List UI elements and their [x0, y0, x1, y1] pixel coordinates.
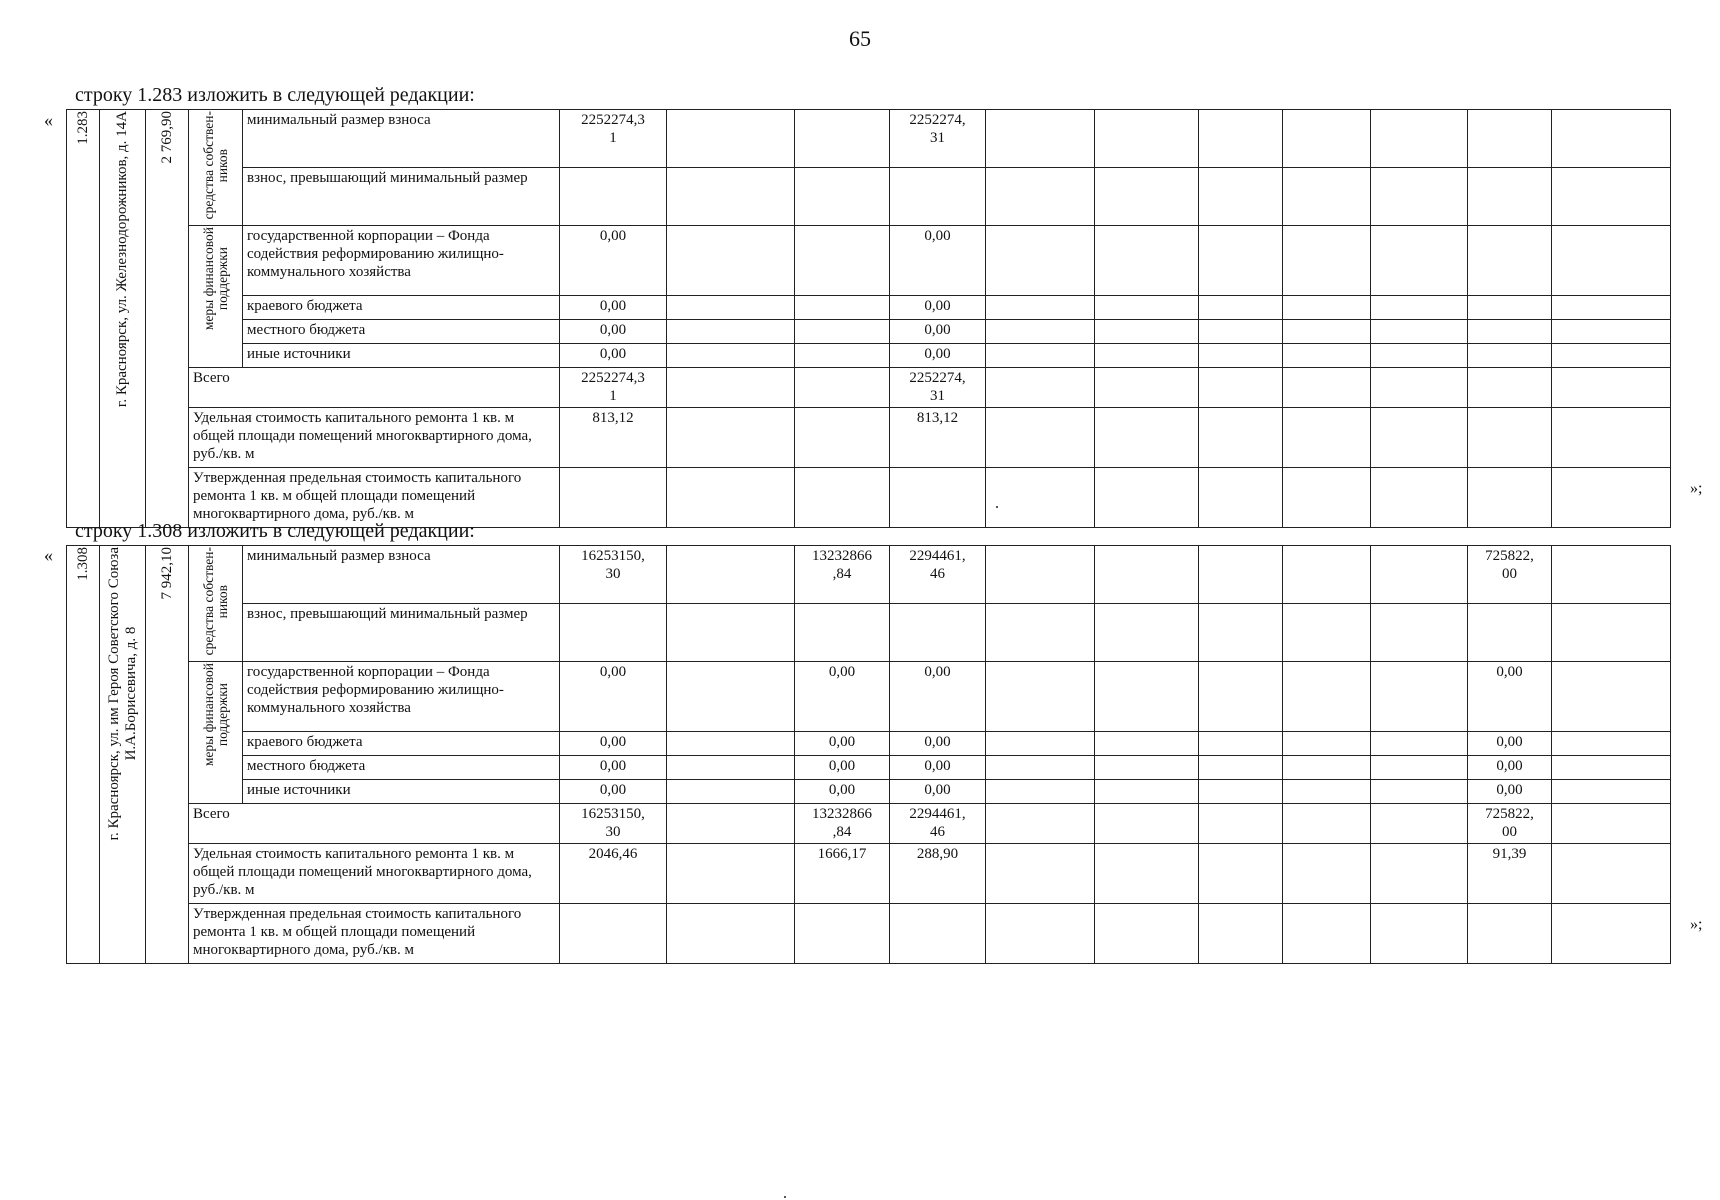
value-cell [1199, 226, 1283, 296]
row-total [67, 804, 1671, 844]
value-cell [1199, 546, 1283, 604]
value-cell: 0,00 [560, 732, 667, 756]
address: г. Красноярск, ул. Железнодорожников, д. 14А [114, 111, 130, 408]
value-cell: 2252274, 31 [890, 110, 986, 168]
row-unit-cost [67, 844, 1671, 904]
value-cell [1199, 756, 1283, 780]
value-cell [1468, 344, 1552, 368]
opening-quote: « [44, 545, 53, 565]
support-label: меры финансовой поддержки [200, 227, 230, 331]
value-cell [1468, 296, 1552, 320]
value-cell [1371, 804, 1468, 844]
label-limit-cost: Утвержденная предельная стоимость капитального ремонта 1 кв. м общей площади помещений многоквартирного дома, руб./кв. м [189, 904, 560, 964]
value-cell [1552, 344, 1671, 368]
value-cell: 0,00 [795, 732, 890, 756]
value-cell [1283, 168, 1371, 226]
value-cell [986, 844, 1095, 904]
row-excess [67, 604, 1671, 662]
value-cell [667, 344, 795, 368]
value-cell [667, 662, 795, 732]
value-cell [1371, 344, 1468, 368]
value-cell: 2252274,3 1 [560, 110, 667, 168]
value-cell [1283, 110, 1371, 168]
value-cell: 0,00 [890, 732, 986, 756]
value-cell [795, 344, 890, 368]
value-cell [1468, 904, 1552, 964]
row-number: 1.283 [74, 111, 91, 145]
value-cell [1552, 296, 1671, 320]
row-number-cell [67, 110, 100, 528]
value-cell [1552, 732, 1671, 756]
value-cell [1095, 662, 1199, 732]
value-cell [1371, 468, 1468, 528]
value-cell [667, 804, 795, 844]
value-cell [1199, 168, 1283, 226]
value-cell [1371, 756, 1468, 780]
opening-quote: « [44, 110, 53, 130]
value-cell [1283, 804, 1371, 844]
value-cell [986, 732, 1095, 756]
value-cell: 2294461, 46 [890, 804, 986, 844]
closing-quote: »; [1690, 916, 1703, 933]
value-cell [1468, 368, 1552, 408]
value-cell [1199, 344, 1283, 368]
value-cell [1552, 408, 1671, 468]
row-total [67, 368, 1671, 408]
value-cell [1552, 780, 1671, 804]
value-cell [986, 662, 1095, 732]
value-cell [1283, 546, 1371, 604]
value-cell [1371, 168, 1468, 226]
row-min-contribution [67, 546, 1671, 604]
value-cell [1283, 780, 1371, 804]
value-cell [795, 468, 890, 528]
value-cell [1199, 110, 1283, 168]
value-cell: 2252274,3 1 [560, 368, 667, 408]
value-cell [986, 604, 1095, 662]
value-cell [1199, 804, 1283, 844]
value-cell [1199, 368, 1283, 408]
value-cell [667, 904, 795, 964]
value-cell [795, 368, 890, 408]
value-cell [667, 168, 795, 226]
label-local: местного бюджета [243, 756, 560, 780]
value-cell: 813,12 [560, 408, 667, 468]
value-cell [1095, 904, 1199, 964]
value-cell: 0,00 [560, 320, 667, 344]
value-cell [1468, 226, 1552, 296]
value-cell [1468, 168, 1552, 226]
label-local: местного бюджета [243, 320, 560, 344]
value-cell: 0,00 [1468, 756, 1552, 780]
value-cell [1371, 904, 1468, 964]
value-cell [667, 844, 795, 904]
value-cell [1552, 904, 1671, 964]
value-cell [1468, 604, 1552, 662]
row-fund [67, 226, 1671, 296]
value-cell: 2046,46 [560, 844, 667, 904]
value-cell [1371, 844, 1468, 904]
own-funds-group [189, 110, 243, 226]
value-cell [986, 226, 1095, 296]
row-number-cell [67, 546, 100, 964]
value-cell [1552, 604, 1671, 662]
value-cell: 0,00 [560, 226, 667, 296]
label-fund: государственной корпорации – Фонда содействия реформированию жилищно-коммунального хозяйства [243, 662, 560, 732]
value-cell [667, 756, 795, 780]
label-min: минимальный размер взноса [243, 546, 560, 604]
value-cell [890, 904, 986, 964]
own-funds-label: средства собствен- ников [200, 111, 230, 220]
value-cell [986, 344, 1095, 368]
value-cell: 13232866 ,84 [795, 546, 890, 604]
value-cell: 0,00 [890, 320, 986, 344]
value-cell [1552, 168, 1671, 226]
value-cell [1095, 408, 1199, 468]
value-cell [1371, 296, 1468, 320]
value-cell [560, 904, 667, 964]
value-cell [1199, 408, 1283, 468]
value-cell: 0,00 [890, 662, 986, 732]
value-cell [795, 226, 890, 296]
value-cell: 0,00 [560, 296, 667, 320]
value-cell [795, 110, 890, 168]
value-cell [986, 296, 1095, 320]
value-cell [667, 368, 795, 408]
value-cell [1552, 110, 1671, 168]
closing-quote: »; [1690, 480, 1703, 497]
value-cell [1095, 344, 1199, 368]
label-excess: взнос, превышающий минимальный размер [243, 168, 560, 226]
value-cell [1283, 344, 1371, 368]
value-cell [1199, 662, 1283, 732]
value-cell [1468, 468, 1552, 528]
area-cell [146, 110, 189, 528]
value-cell [1095, 368, 1199, 408]
value-cell: 0,00 [890, 344, 986, 368]
value-cell: 0,00 [1468, 732, 1552, 756]
value-cell [667, 604, 795, 662]
value-cell [667, 780, 795, 804]
label-total: Всего [189, 368, 560, 408]
label-total: Всего [189, 804, 560, 844]
label-limit-cost: Утвержденная предельная стоимость капитального ремонта 1 кв. м общей площади помещений многоквартирного дома, руб./кв. м [189, 468, 560, 528]
value-cell [1095, 844, 1199, 904]
value-cell [1371, 780, 1468, 804]
value-cell [1095, 780, 1199, 804]
section-heading: строку 1.283 изложить в следующей редакции: [75, 84, 475, 106]
value-cell [890, 604, 986, 662]
row-local [67, 756, 1671, 780]
row-other [67, 344, 1671, 368]
value-cell: 0,00 [1468, 662, 1552, 732]
value-cell [1552, 844, 1671, 904]
value-cell [1552, 368, 1671, 408]
value-cell: 0,00 [560, 662, 667, 732]
value-cell [1283, 844, 1371, 904]
value-cell [1371, 320, 1468, 344]
value-cell: 91,39 [1468, 844, 1552, 904]
value-cell: 0,00 [795, 662, 890, 732]
value-cell: 288,90 [890, 844, 986, 904]
address-cell [100, 110, 146, 528]
value-cell [986, 904, 1095, 964]
value-cell: 0,00 [1468, 780, 1552, 804]
area-cell [146, 546, 189, 964]
value-cell [795, 604, 890, 662]
value-cell [1095, 732, 1199, 756]
row-local [67, 320, 1671, 344]
value-cell [986, 110, 1095, 168]
value-cell [1095, 468, 1199, 528]
value-cell [1095, 296, 1199, 320]
value-cell [1371, 662, 1468, 732]
row-unit-cost [67, 408, 1671, 468]
value-cell [1552, 756, 1671, 780]
value-cell [795, 408, 890, 468]
value-cell: 0,00 [890, 226, 986, 296]
value-cell [667, 226, 795, 296]
value-cell [1199, 904, 1283, 964]
value-cell [667, 110, 795, 168]
value-cell [1095, 320, 1199, 344]
value-cell [1283, 732, 1371, 756]
value-cell [1095, 604, 1199, 662]
value-cell [986, 368, 1095, 408]
value-cell [1095, 226, 1199, 296]
value-cell [1283, 320, 1371, 344]
row-other [67, 780, 1671, 804]
value-cell [1199, 320, 1283, 344]
value-cell: 725822, 00 [1468, 546, 1552, 604]
value-cell [1371, 604, 1468, 662]
value-cell [1371, 368, 1468, 408]
value-cell [1283, 604, 1371, 662]
value-cell [560, 604, 667, 662]
value-cell [1283, 368, 1371, 408]
value-cell [1199, 780, 1283, 804]
value-cell [1371, 110, 1468, 168]
value-cell [1283, 296, 1371, 320]
value-cell: 813,12 [890, 408, 986, 468]
row-krai [67, 296, 1671, 320]
value-cell: 0,00 [890, 780, 986, 804]
label-other: иные источники [243, 344, 560, 368]
value-cell: 0,00 [560, 344, 667, 368]
value-cell [1199, 604, 1283, 662]
value-cell [1199, 468, 1283, 528]
value-cell [1283, 756, 1371, 780]
value-cell [1095, 546, 1199, 604]
value-cell [1371, 408, 1468, 468]
label-krai: краевого бюджета [243, 732, 560, 756]
value-cell [667, 546, 795, 604]
value-cell [795, 168, 890, 226]
value-cell [1371, 546, 1468, 604]
value-cell: 0,00 [795, 780, 890, 804]
value-cell [667, 320, 795, 344]
label-excess: взнос, превышающий минимальный размер [243, 604, 560, 662]
value-cell: 16253150, 30 [560, 804, 667, 844]
area: 7 942,10 [158, 547, 175, 600]
value-cell [1199, 296, 1283, 320]
row-number: 1.308 [74, 547, 91, 581]
row-krai [67, 732, 1671, 756]
value-cell [890, 468, 986, 528]
value-cell [1199, 732, 1283, 756]
value-cell [986, 408, 1095, 468]
own-funds-label: средства собствен- ников [200, 547, 230, 656]
row-fund [67, 662, 1671, 732]
value-cell: 0,00 [795, 756, 890, 780]
value-cell [1468, 408, 1552, 468]
value-cell: 2252274, 31 [890, 368, 986, 408]
value-cell [667, 408, 795, 468]
row-limit-cost [67, 904, 1671, 964]
value-cell [1371, 732, 1468, 756]
value-cell [1095, 168, 1199, 226]
scan-speck [996, 506, 998, 508]
value-cell [667, 296, 795, 320]
value-cell [1468, 110, 1552, 168]
value-cell [1283, 408, 1371, 468]
value-cell: 0,00 [890, 756, 986, 780]
row-limit-cost [67, 468, 1671, 528]
value-cell [1095, 756, 1199, 780]
area: 2 769,90 [158, 111, 175, 164]
value-cell [795, 904, 890, 964]
value-cell [986, 780, 1095, 804]
value-cell [986, 320, 1095, 344]
label-unit-cost: Удельная стоимость капитального ремонта 1 кв. м общей площади помещений многоквартирного дома, руб./кв. м [189, 844, 560, 904]
value-cell [1552, 804, 1671, 844]
value-cell [1552, 468, 1671, 528]
value-cell [560, 168, 667, 226]
value-cell: 13232866 ,84 [795, 804, 890, 844]
amendment-table [66, 109, 1671, 528]
value-cell [1095, 110, 1199, 168]
value-cell [667, 468, 795, 528]
value-cell: 0,00 [560, 756, 667, 780]
support-group [189, 226, 243, 368]
value-cell [986, 468, 1095, 528]
label-unit-cost: Удельная стоимость капитального ремонта 1 кв. м общей площади помещений многоквартирного дома, руб./кв. м [189, 408, 560, 468]
value-cell [986, 804, 1095, 844]
value-cell [1095, 804, 1199, 844]
label-krai: краевого бюджета [243, 296, 560, 320]
scan-speck [784, 1196, 786, 1198]
value-cell [1283, 468, 1371, 528]
own-funds-group [189, 546, 243, 662]
value-cell [1552, 320, 1671, 344]
support-group [189, 662, 243, 804]
value-cell [667, 732, 795, 756]
value-cell [795, 296, 890, 320]
value-cell [1468, 320, 1552, 344]
value-cell [1552, 226, 1671, 296]
row-excess [67, 168, 1671, 226]
row-min-contribution [67, 110, 1671, 168]
value-cell [795, 320, 890, 344]
value-cell [986, 756, 1095, 780]
value-cell [560, 468, 667, 528]
label-other: иные источники [243, 780, 560, 804]
value-cell [1283, 904, 1371, 964]
value-cell [1199, 844, 1283, 904]
value-cell: 16253150, 30 [560, 546, 667, 604]
address-cell [100, 546, 146, 964]
value-cell [1371, 226, 1468, 296]
address: г. Красноярск, ул. им Героя Советского Союза И.А.Борисевича, д. 8 [105, 547, 139, 841]
amendment-table [66, 545, 1671, 964]
section-heading: строку 1.308 изложить в следующей редакции: [75, 520, 475, 542]
value-cell [1283, 226, 1371, 296]
value-cell: 2294461, 46 [890, 546, 986, 604]
value-cell: 0,00 [890, 296, 986, 320]
value-cell: 725822, 00 [1468, 804, 1552, 844]
value-cell [986, 168, 1095, 226]
label-fund: государственной корпорации – Фонда содействия реформированию жилищно-коммунального хозяйства [243, 226, 560, 296]
value-cell: 1666,17 [795, 844, 890, 904]
value-cell: 0,00 [560, 780, 667, 804]
page-number: 65 [849, 26, 871, 51]
value-cell [986, 546, 1095, 604]
value-cell [1283, 662, 1371, 732]
value-cell [1552, 546, 1671, 604]
value-cell [1552, 662, 1671, 732]
label-min: минимальный размер взноса [243, 110, 560, 168]
value-cell [890, 168, 986, 226]
support-label: меры финансовой поддержки [200, 663, 230, 767]
